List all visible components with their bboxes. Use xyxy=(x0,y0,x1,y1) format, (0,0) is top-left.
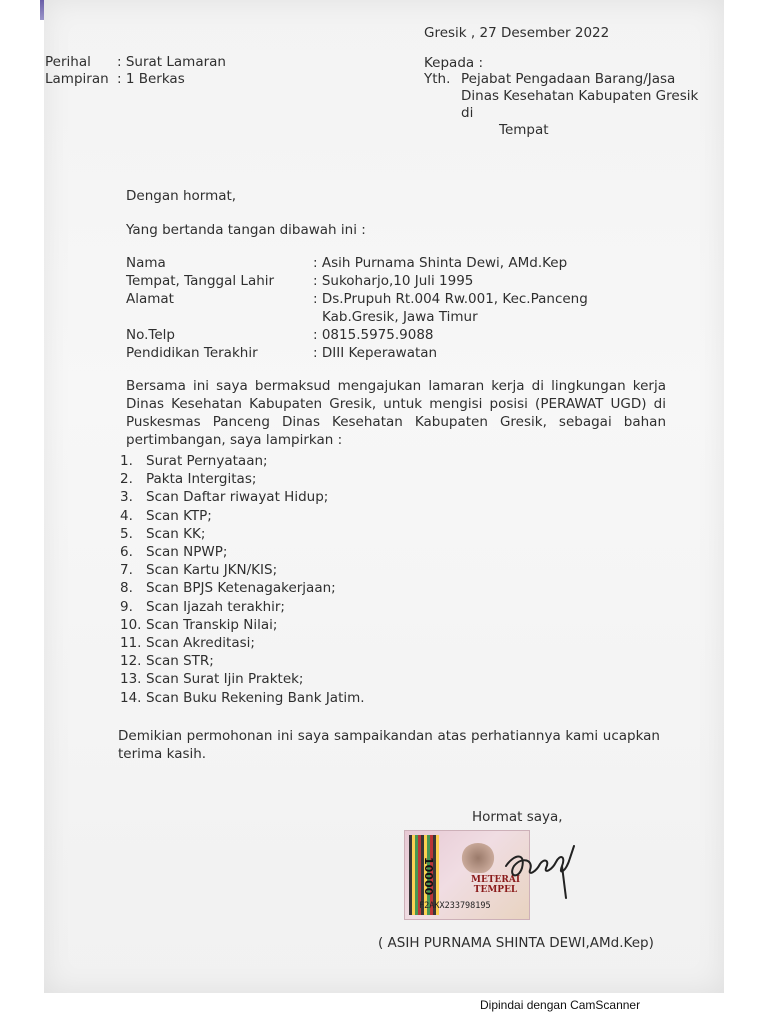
scan-margin xyxy=(0,0,44,993)
list-item: 11. Scan Akreditasi; xyxy=(120,635,255,652)
list-item: 14. Scan Buku Rekening Bank Jatim. xyxy=(120,689,365,706)
nama-label: Nama xyxy=(126,255,166,271)
kepada-label: Kepada : xyxy=(424,55,484,71)
list-item: 2. Pakta Intergitas; xyxy=(120,471,257,488)
telp-value: : 0815.5975.9088 xyxy=(313,327,434,343)
list-item: 10. Scan Transkip Nilai; xyxy=(120,616,278,633)
signer-name: ( ASIH PURNAMA SHINTA DEWI,AMd.Kep) xyxy=(378,935,654,951)
yth-label: Yth. xyxy=(424,71,451,87)
alamat-label: Alamat xyxy=(126,291,174,307)
ttl-value: : Sukoharjo,10 Juli 1995 xyxy=(313,273,474,289)
attachment-list xyxy=(120,452,365,707)
telp-label: No.Telp xyxy=(126,327,175,343)
lampiran-label: Lampiran xyxy=(45,71,109,87)
list-item: 3. Scan Daftar riwayat Hidup; xyxy=(120,489,329,506)
list-item: 12. Scan STR; xyxy=(120,653,214,670)
closing-paragraph: Demikian permohonan ini saya sampaikandan atas perhatiannya kami ucapkan terima kasih. xyxy=(118,728,660,762)
list-item: 8. Scan BPJS Ketenagakerjaan; xyxy=(120,580,336,597)
nama-value: : Asih Purnama Shinta Dewi, AMd.Kep xyxy=(313,255,568,271)
lampiran-value: : 1 Berkas xyxy=(117,71,185,87)
intro-line: Yang bertanda tangan dibawah ini : xyxy=(126,222,366,238)
list-item: 7. Scan Kartu JKN/KIS; xyxy=(120,562,278,579)
garuda-emblem-icon xyxy=(461,843,495,873)
recipient-line-1: Pejabat Pengadaan Barang/Jasa xyxy=(461,71,676,87)
stamp-serial: F2AKX233798195 xyxy=(419,901,491,911)
list-item: 13. Scan Surat Ijin Praktek; xyxy=(120,671,304,688)
perihal-value: : Surat Lamaran xyxy=(117,54,226,70)
list-item: 5. Scan KK; xyxy=(120,525,206,542)
alamat-value-2: Kab.Gresik, Jawa Timur xyxy=(322,309,478,325)
perihal-label: Perihal xyxy=(45,54,91,70)
greeting: Dengan hormat, xyxy=(126,188,237,204)
application-paragraph: Bersama ini saya bermaksud mengajukan lamaran kerja di lingkungan kerja Dinas Kesehatan Kabupaten Gresik, untuk mengisi posisi (PERAWAT UGD) di Puskesmas Panceng Dinas Kesehatan Kabupaten Gresik, sebagai bahan pertimbangan, saya lampirkan : xyxy=(126,378,666,448)
alamat-value-1: : Ds.Prupuh Rt.004 Rw.001, Kec.Panceng xyxy=(313,291,588,307)
camscanner-watermark: Dipindai dengan CamScanner xyxy=(480,998,641,1012)
ttl-label: Tempat, Tanggal Lahir xyxy=(126,273,275,289)
list-item: 6. Scan NPWP; xyxy=(120,544,228,561)
list-item: 9. Scan Ijazah terakhir; xyxy=(120,598,285,615)
list-item: 4. Scan KTP; xyxy=(120,507,212,524)
stamp-value: 10000 xyxy=(422,857,435,896)
place-date: Gresik , 27 Desember 2022 xyxy=(424,25,610,41)
stamp-label: METERAI TEMPEL xyxy=(471,875,521,895)
pendidikan-value: : DIII Keperawatan xyxy=(313,345,438,361)
recipient-line-2: Dinas Kesehatan Kabupaten Gresik xyxy=(461,88,699,104)
recipient-line-4: Tempat xyxy=(499,122,549,138)
pendidikan-label: Pendidikan Terakhir xyxy=(126,345,258,361)
salutation: Hormat saya, xyxy=(472,809,563,825)
recipient-line-3: di xyxy=(461,105,474,121)
list-item: 1. Surat Pernyataan; xyxy=(120,453,268,469)
signature-scribble xyxy=(500,836,580,906)
